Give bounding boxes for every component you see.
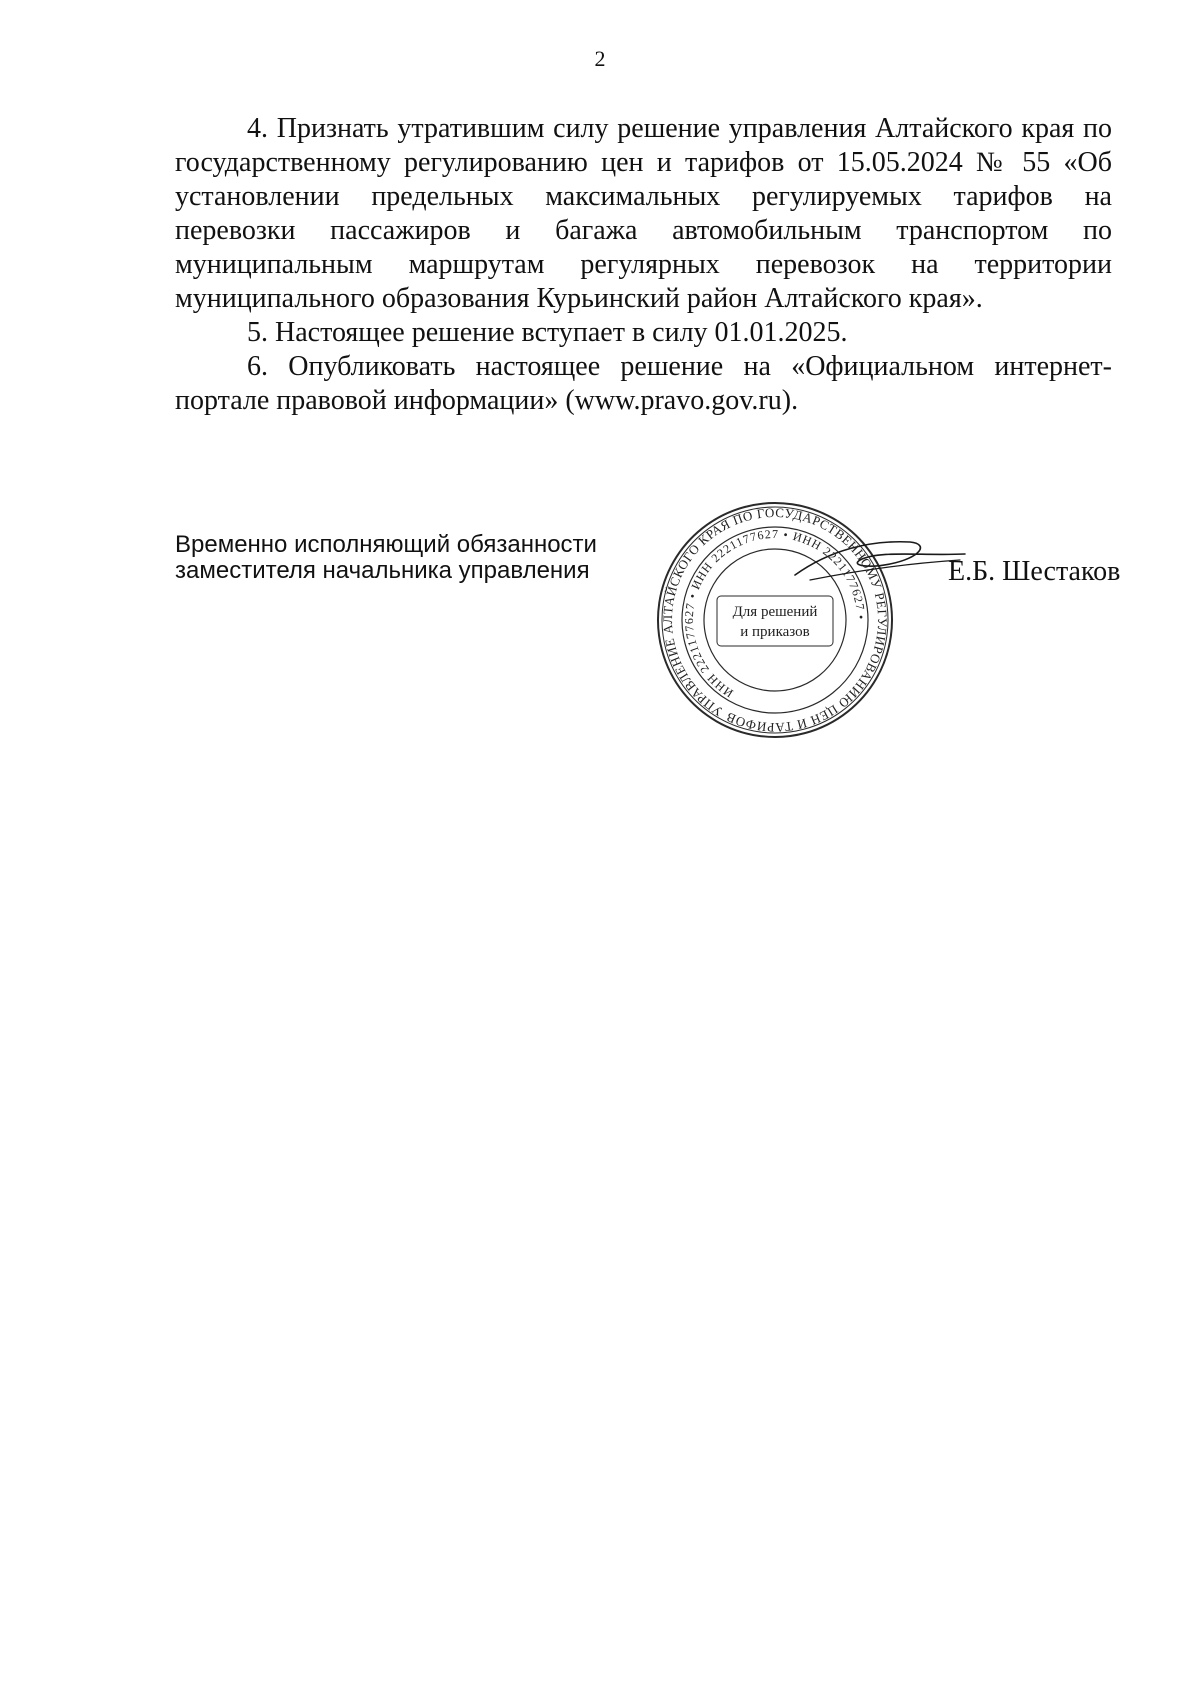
seal-outer-text: УПРАВЛЕНИЕ АЛТАЙСКОГО КРАЯ ПО ГОСУДАРСТВЕННОМУ РЕГУЛИРОВАНИЮ ЦЕН И ТАРИФОВ (659, 504, 891, 736)
handwritten-signature (790, 530, 970, 610)
signatory-name: Е.Б. Шестаков (948, 556, 1121, 587)
page-number: 2 (594, 46, 606, 71)
seal-center-line2: и приказов (740, 624, 810, 640)
document-body (175, 112, 1112, 418)
signatory-title-line1: Временно исполняющий обязанности (175, 531, 597, 558)
paragraph-5: 5. Настоящее решение вступает в силу 01.01.2025. (247, 317, 848, 348)
seal-inn-text: ИНН 2221177627 • ИНН 2221177627 • ИНН 2221177627 • (681, 526, 869, 701)
paragraph-6: 6. Опубликовать настоящее решение на «Официальном интернет-портале правовой информации» (www.pravo.gov.ru). (175, 351, 1112, 416)
seal-center-line1: Для решений (732, 604, 818, 620)
signatory-title (175, 532, 645, 584)
paragraph-4: 4. Признать утратившим силу решение управления Алтайского края по государственному регулированию цен и тарифов от 15.05.2024 № 55 «Об установлении предельных максимальных регулируемых тарифов на перевозки пассажиров и багажа автомобильным транспортом по муниципальным маршрутам регулярных перевозок на территории муниципального образования Курьинский район Алтайского края». (175, 113, 1112, 314)
signatory-title-line2: заместителя начальника управления (175, 557, 590, 584)
